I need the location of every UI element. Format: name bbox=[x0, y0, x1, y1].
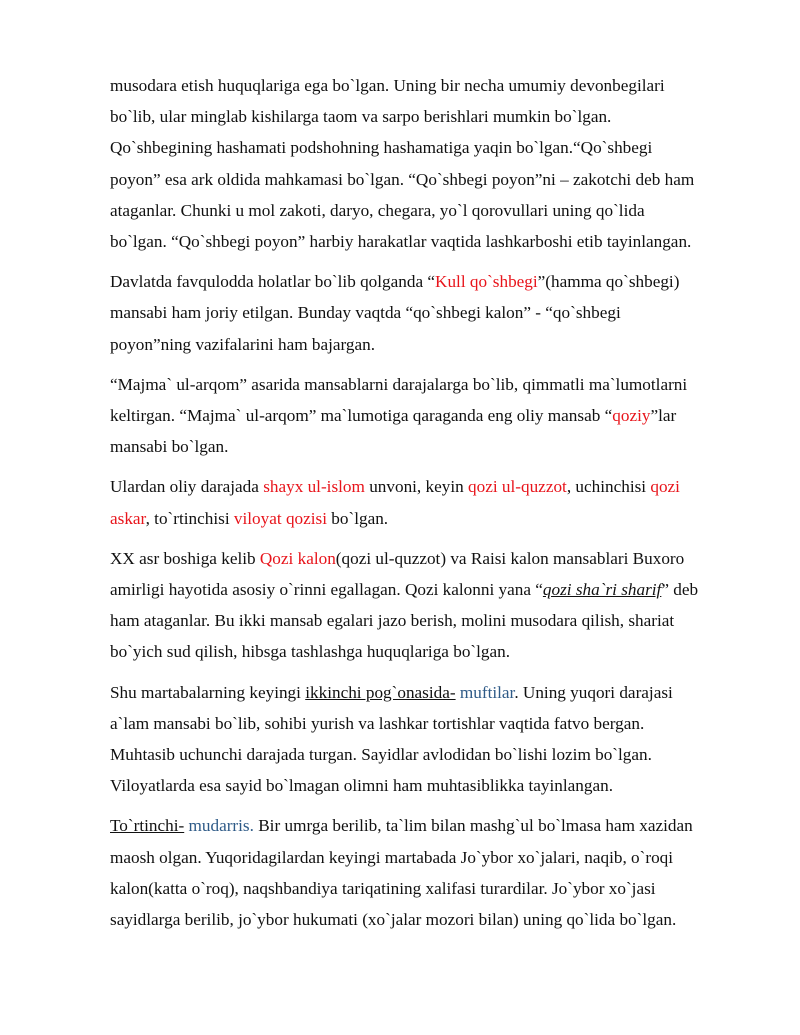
document-page bbox=[110, 70, 740, 944]
text-run: Viloyatlarda esa sayid bo`lmagan olimni ham muhtasiblikka tayinlangan. bbox=[110, 776, 614, 796]
highlighted-term: qozi bbox=[650, 477, 680, 497]
highlighted-term: mudarris. bbox=[188, 816, 254, 836]
text-run: Davlatda favqulodda holatlar bo`lib qolganda “ bbox=[110, 272, 436, 292]
text-run: ”(hamma qo`shbegi) bbox=[537, 272, 680, 292]
paragraph bbox=[110, 677, 740, 802]
text-line bbox=[110, 369, 740, 400]
text-run: “Majma` ul-arqom” asarida mansablarni darajalarga bo`lib, qimmatli ma`lumotlarni bbox=[110, 374, 688, 394]
highlighted-term: To`rtinchi- bbox=[110, 816, 185, 836]
text-line bbox=[110, 574, 740, 605]
paragraph bbox=[110, 810, 740, 935]
highlighted-term: muftilar bbox=[459, 682, 515, 702]
text-run: ataganlar. Chunki u mol zakoti, daryo, chegara, yo`l qorovullari uning qo`lida bbox=[110, 200, 645, 220]
text-line bbox=[110, 70, 740, 101]
text-line bbox=[110, 739, 740, 770]
text-run: kalon(katta o`roq), naqshbandiya tariqatining xalifasi turardilar. Jo`ybor xo`jasi bbox=[110, 878, 656, 898]
highlighted-term: Qozi kalon bbox=[259, 548, 336, 568]
text-line bbox=[110, 329, 740, 360]
text-line bbox=[110, 266, 740, 297]
highlighted-term: qoziy bbox=[612, 406, 651, 426]
text-line bbox=[110, 677, 740, 708]
text-line bbox=[110, 842, 740, 873]
highlighted-term: viloyat qozisi bbox=[233, 508, 327, 528]
text-line bbox=[110, 636, 740, 667]
text-line bbox=[110, 810, 740, 841]
text-run: (qozi ul-quzzot) va Raisi kalon mansablari Buxoro bbox=[335, 548, 685, 568]
text-run: poyon”ning vazifalarini ham bajargan. bbox=[110, 334, 376, 354]
text-run: Muhtasib uchunchi darajada turgan. Sayidlar avlodidan bo`lishi lozim bo`lgan. bbox=[110, 745, 652, 765]
text-run: XX asr boshiga kelib bbox=[110, 548, 260, 568]
text-run: Shu martabalarning keyingi bbox=[110, 682, 306, 702]
text-run: sayidlarga berilib, jo`ybor hukumati (xo`jalar mozori bilan) uning qo`lida bo`lgan. bbox=[110, 910, 677, 930]
text-line bbox=[110, 503, 740, 534]
text-run: bo`lib, ular minglab kishilarga taom va sarpo berishlari mumkin bo`lgan. bbox=[110, 107, 612, 127]
paragraph bbox=[110, 70, 740, 257]
text-line bbox=[110, 400, 740, 431]
text-line bbox=[110, 605, 740, 636]
text-run: . Uning yuqori darajasi bbox=[514, 682, 673, 702]
text-line bbox=[110, 873, 740, 904]
text-run: amirligi hayotida asosiy o`rinni egallagan. Qozi kalonni yana “ bbox=[110, 580, 543, 600]
text-run: mansabi ham joriy etilgan. Bunday vaqtda “qo`shbegi kalon” - “qo`shbegi bbox=[110, 303, 621, 323]
text-line bbox=[110, 471, 740, 502]
text-run: ”lar bbox=[650, 406, 677, 426]
text-run: bo`lgan. bbox=[327, 508, 389, 528]
text-run: Qo`shbegining hashamati podshohning hashamatiga yaqin bo`lgan.“Qo`shbegi bbox=[110, 138, 653, 158]
text-run: , to`rtinchisi bbox=[145, 508, 234, 528]
text-run: Bir umrga berilib, ta`lim bilan mashg`ul bo`lmasa ham xazidan bbox=[253, 816, 693, 836]
text-run: poyon” esa ark oldida mahkamasi bo`lgan. “Qo`shbegi poyon”ni – zakotchi deb ham bbox=[110, 169, 695, 189]
text-run: , uchinchisi bbox=[566, 477, 651, 497]
highlighted-term: shayx ul-islom bbox=[263, 477, 365, 497]
highlighted-term: askar bbox=[110, 508, 146, 528]
text-line bbox=[110, 708, 740, 739]
paragraph bbox=[110, 471, 740, 533]
text-run: musodara etish huquqlariga ega bo`lgan. Uning bir necha umumiy devonbegilari bbox=[110, 76, 665, 95]
text-line bbox=[110, 543, 740, 574]
highlighted-term: Kull qo`shbegi bbox=[435, 272, 538, 292]
text-run: mansabi bo`lgan. bbox=[110, 437, 229, 457]
text-run: a`lam mansabi bo`lib, sohibi yurish va lashkar tortishlar vaqtida fatvo bergan. bbox=[110, 713, 645, 733]
highlighted-term: qozi ul-quzzot bbox=[468, 477, 567, 497]
text-line bbox=[110, 195, 740, 226]
paragraph bbox=[110, 369, 740, 463]
text-line bbox=[110, 164, 740, 195]
text-run: Ulardan oliy darajada bbox=[110, 477, 264, 497]
highlighted-term: qozi sha`ri sharif bbox=[542, 580, 662, 600]
highlighted-term: ikkinchi pog`onasida- bbox=[305, 682, 456, 702]
text-run: bo`yich sud qilish, hibsga tashlashga huquqlariga bo`lgan. bbox=[110, 642, 511, 662]
text-line bbox=[110, 101, 740, 132]
text-run: ” deb bbox=[661, 580, 699, 600]
text-line bbox=[110, 770, 740, 801]
text-run: keltirgan. “Majma` ul-arqom” ma`lumotiga qaraganda eng oliy mansab “ bbox=[110, 406, 613, 426]
text-run: unvoni, keyin bbox=[364, 477, 469, 497]
paragraph bbox=[110, 543, 740, 668]
text-line bbox=[110, 132, 740, 163]
text-run: maosh olgan. Yuqoridagilardan keyingi martabada Jo`ybor xo`jalari, naqib, o`roqi bbox=[110, 847, 674, 867]
text-run: bo`lgan. “Qo`shbegi poyon” harbiy harakatlar vaqtida lashkarboshi etib tayinlangan. bbox=[110, 232, 692, 252]
text-run: ham ataganlar. Bu ikki mansab egalari jazo berish, molini musodara qilish, shariat bbox=[110, 611, 675, 631]
text-line bbox=[110, 297, 740, 328]
text-line bbox=[110, 226, 740, 257]
text-line bbox=[110, 904, 740, 935]
text-line bbox=[110, 431, 740, 462]
paragraph bbox=[110, 266, 740, 360]
